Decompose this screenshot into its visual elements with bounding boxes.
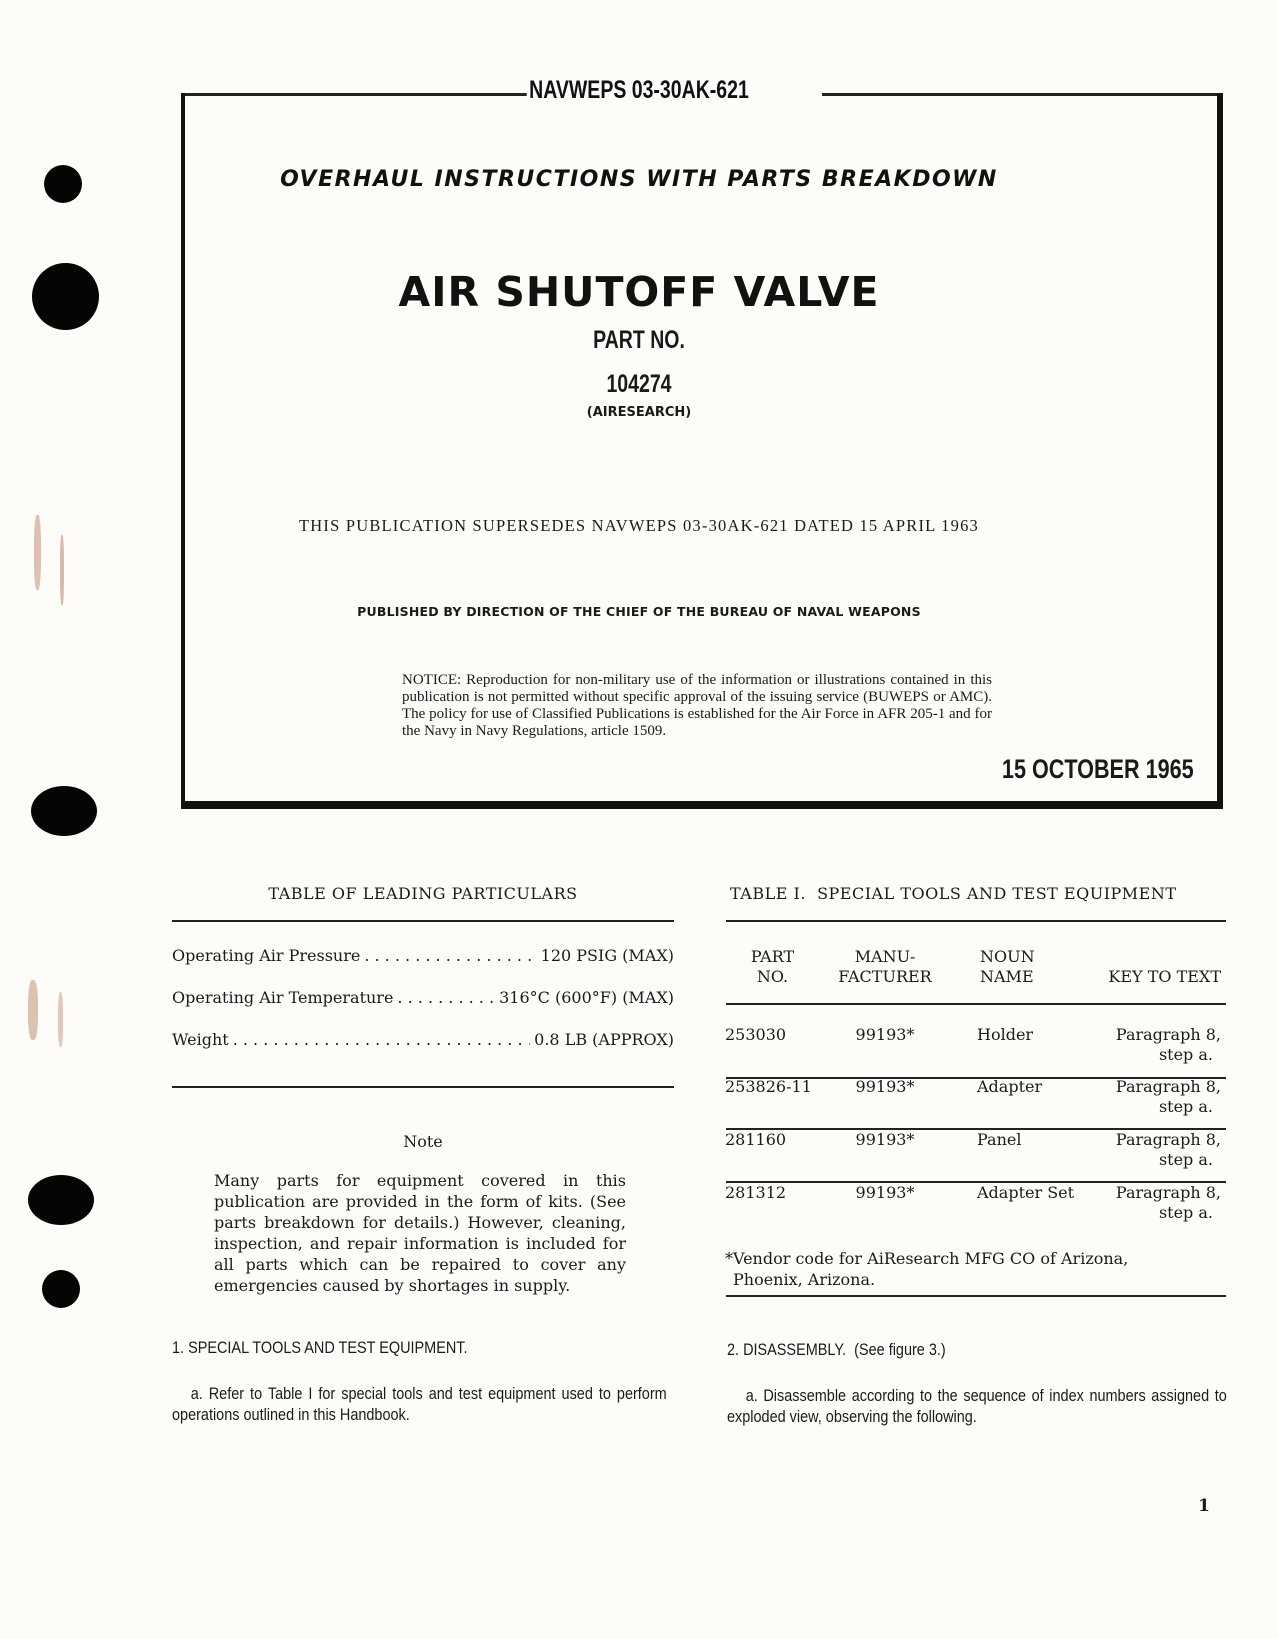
divider bbox=[726, 1003, 1226, 1005]
cell-noun-name: Adapter bbox=[977, 1077, 1043, 1096]
leader-dots bbox=[364, 946, 536, 965]
cell-text: step a. bbox=[1158, 1097, 1213, 1116]
vendor-footnote bbox=[725, 1248, 1225, 1290]
cell-noun-name: Adapter Set bbox=[977, 1183, 1075, 1202]
cell-noun-name: Panel bbox=[977, 1130, 1022, 1149]
cell-key-to-text bbox=[1095, 1025, 1221, 1065]
punch-hole bbox=[31, 786, 97, 836]
particular-value: 120 PSIG (MAX) bbox=[540, 946, 674, 965]
published-by-statement: PUBLISHED BY DIRECTION OF THE CHIEF OF THE BUREAU OF NAVAL WEAPONS bbox=[357, 604, 921, 619]
rust-stain bbox=[58, 992, 63, 1047]
header-manufacturer bbox=[825, 947, 945, 987]
cell-noun-name: Holder bbox=[977, 1025, 1034, 1044]
tools-table-title: TABLE I. SPECIAL TOOLS AND TEST EQUIPMENT bbox=[730, 884, 1177, 903]
part-number-label: PART NO. bbox=[593, 326, 685, 354]
divider bbox=[172, 920, 674, 922]
leader-dots bbox=[397, 988, 495, 1007]
header-text: PART bbox=[750, 947, 795, 966]
publication-date: 15 OCTOBER 1965 bbox=[1002, 754, 1194, 784]
divider bbox=[726, 1295, 1226, 1297]
cell-manufacturer: 99193* bbox=[855, 1077, 915, 1096]
cell-text: Paragraph 8, bbox=[1115, 1130, 1221, 1149]
document-number: NAVWEPS 03-30AK-621 bbox=[141, 76, 1138, 105]
particular-label: Operating Air Temperature bbox=[172, 988, 394, 1007]
header-noun-name bbox=[980, 947, 1100, 987]
cell-text: Paragraph 8, bbox=[1115, 1025, 1221, 1044]
cell-text: Paragraph 8, bbox=[1115, 1077, 1221, 1096]
divider bbox=[726, 920, 1226, 922]
note-body: Many parts for equipment covered in this publication are provided in the form of kits. (See parts breakdown for details.) However, cleaning, inspection, and repair information is included for all parts which can be repaired to cover any emergencies caused by shortages in supply. bbox=[214, 1171, 626, 1295]
header-text: NAME bbox=[980, 967, 1034, 986]
section-heading: 1. SPECIAL TOOLS AND TEST EQUIPMENT. bbox=[172, 1338, 468, 1357]
cell-key-to-text bbox=[1095, 1183, 1221, 1223]
cell-part-no: 281312 bbox=[725, 1183, 787, 1202]
header-key-to-text bbox=[1095, 967, 1221, 987]
header-text: FACTURER bbox=[838, 967, 932, 986]
punch-hole bbox=[42, 1270, 80, 1308]
rust-stain bbox=[28, 980, 38, 1040]
cell-key-to-text bbox=[1095, 1130, 1221, 1170]
divider bbox=[172, 1086, 674, 1088]
document-title: AIR SHUTOFF VALVE bbox=[398, 268, 880, 316]
leader-dots bbox=[233, 1030, 530, 1049]
header-text: KEY TO TEXT bbox=[1108, 967, 1221, 986]
section-body: a. Refer to Table I for special tools and test equipment used to perform operations outlined in this Handbook. bbox=[172, 1384, 667, 1424]
supersedes-statement: THIS PUBLICATION SUPERSEDES NAVWEPS 03-30AK-621 DATED 15 APRIL 1963 bbox=[299, 516, 979, 535]
reproduction-notice: NOTICE: Reproduction for non-military use of the information or illustrations contained in this publication is not permitted without specific approval of the issuing service (BUWEPS or AMC). The policy for use of Classified Publications is established for the Air Force in AFR 205-1 and for the Navy in Navy Regulations, article 1509. bbox=[402, 672, 992, 739]
particular-row bbox=[172, 1030, 674, 1049]
particular-value: 316°C (600°F) (MAX) bbox=[499, 988, 674, 1007]
header-text: NO. bbox=[756, 967, 789, 986]
cell-text: Paragraph 8, bbox=[1115, 1183, 1221, 1202]
rust-stain bbox=[60, 535, 64, 605]
part-number: 104274 bbox=[606, 370, 672, 398]
cell-key-to-text bbox=[1095, 1077, 1221, 1117]
particular-row bbox=[172, 988, 674, 1007]
cell-text: step a. bbox=[1158, 1045, 1213, 1064]
particular-label: Operating Air Pressure bbox=[172, 946, 361, 965]
document-subtitle: OVERHAUL INSTRUCTIONS WITH PARTS BREAKDOWN bbox=[280, 167, 998, 192]
page-number: 1 bbox=[1198, 1496, 1210, 1516]
particular-row bbox=[172, 946, 674, 965]
cell-part-no: 253030 bbox=[725, 1025, 787, 1044]
footnote-text: Phoenix, Arizona. bbox=[733, 1270, 876, 1289]
cell-manufacturer: 99193* bbox=[855, 1130, 915, 1149]
particular-value: 0.8 LB (APPROX) bbox=[534, 1030, 674, 1049]
cell-manufacturer: 99193* bbox=[855, 1025, 915, 1044]
note-title: Note bbox=[403, 1132, 443, 1151]
header-text: NOUN bbox=[980, 947, 1035, 966]
header-text: MANU- bbox=[854, 947, 916, 966]
header-part-no bbox=[725, 947, 820, 987]
footnote-text: *Vendor code for AiResearch MFG CO of Arizona, bbox=[725, 1249, 1129, 1268]
cell-part-no: 281160 bbox=[725, 1130, 787, 1149]
punch-hole bbox=[28, 1175, 94, 1225]
manufacturer-name: (AIRESEARCH) bbox=[586, 405, 692, 420]
leading-particulars-title: TABLE OF LEADING PARTICULARS bbox=[268, 884, 578, 903]
cell-text: step a. bbox=[1158, 1150, 1213, 1169]
section-heading: 2. DISASSEMBLY. (See figure 3.) bbox=[727, 1340, 946, 1359]
cell-text: step a. bbox=[1158, 1203, 1213, 1222]
cell-manufacturer: 99193* bbox=[855, 1183, 915, 1202]
section-body: a. Disassemble according to the sequence of index numbers assigned to exploded view, observing the following. bbox=[727, 1386, 1227, 1426]
cell-part-no: 253826-11 bbox=[725, 1077, 812, 1096]
particular-label: Weight bbox=[172, 1030, 229, 1049]
